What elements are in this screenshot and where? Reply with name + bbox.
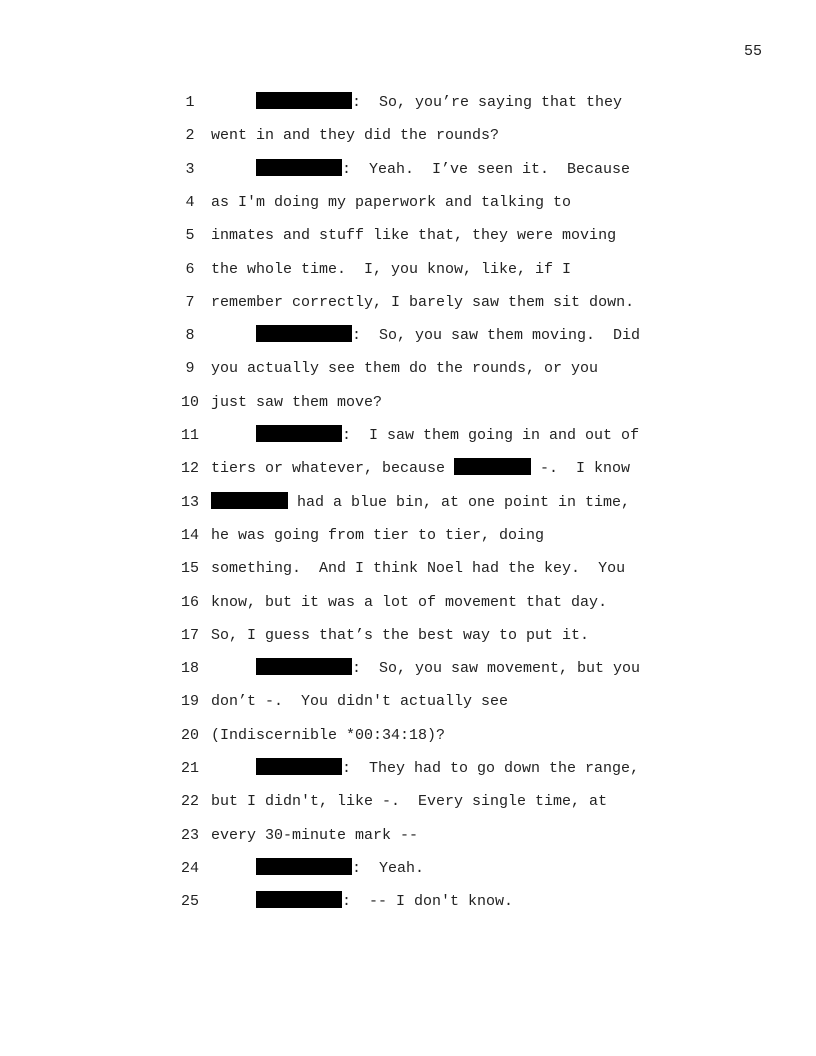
line-text-segment: don’t -. You didn't actually see <box>211 693 509 711</box>
transcript-line <box>0 591 816 615</box>
line-text <box>211 291 634 315</box>
line-number: 10 <box>180 393 199 411</box>
redaction-block <box>256 658 352 675</box>
line-text-segment: tiers or whatever, because <box>211 460 455 478</box>
line-text <box>211 357 598 381</box>
transcript-line <box>0 457 816 481</box>
line-number: 21 <box>180 760 199 777</box>
line-number: 3 <box>185 160 195 178</box>
redaction-block <box>256 758 342 775</box>
line-number: 2 <box>185 127 195 145</box>
line-number: 7 <box>185 293 195 311</box>
redaction-block <box>211 492 288 509</box>
transcript-line <box>0 291 816 315</box>
line-number: 8 <box>185 327 195 345</box>
line-text <box>211 624 589 648</box>
line-text-segment: know, but it was a lot of movement that day. <box>211 593 608 611</box>
line-text <box>211 191 571 215</box>
line-number: 6 <box>185 260 195 278</box>
line-text-segment: inmates and stuff like that, they were moving <box>211 227 617 245</box>
line-text-segment: remember correctly, I barely saw them sit down. <box>211 293 635 311</box>
line-text-segment: -. I know <box>531 460 631 478</box>
line-text <box>211 91 622 115</box>
transcript-line <box>0 890 816 914</box>
line-text <box>211 857 424 881</box>
line-number: 4 <box>185 193 195 211</box>
line-text-segment: : So, you saw them moving. Did <box>352 327 641 345</box>
line-text-segment: : Yeah. I’ve seen it. Because <box>342 160 631 178</box>
line-text-segment: the whole time. I, you know, like, if I <box>211 260 572 278</box>
transcript-line <box>0 524 816 548</box>
transcript-line <box>0 158 816 182</box>
line-text-segment: So, I guess that’s the best way to put it. <box>211 626 590 644</box>
line-text <box>211 657 640 681</box>
transcript-line <box>0 91 816 115</box>
transcript-line <box>0 491 816 515</box>
line-text-segment: had a blue bin, at one point in time, <box>288 493 631 511</box>
line-number: 19 <box>180 693 199 711</box>
line-number: 11 <box>180 427 199 444</box>
line-text-segment: just saw them move? <box>211 393 383 411</box>
indent <box>211 860 256 877</box>
redaction-block <box>256 159 342 176</box>
transcript-line <box>0 557 816 581</box>
indent <box>211 327 256 344</box>
line-text <box>211 158 630 182</box>
line-text <box>211 324 640 348</box>
line-text-segment: as I'm doing my paperwork and talking to <box>211 193 572 211</box>
line-text <box>211 890 513 914</box>
transcript-line <box>0 690 816 714</box>
line-number: 18 <box>180 660 199 678</box>
transcript-line <box>0 657 816 681</box>
transcript-line <box>0 357 816 381</box>
transcript-line <box>0 624 816 648</box>
line-number: 25 <box>180 893 199 911</box>
line-number: 20 <box>180 726 199 744</box>
indent <box>211 760 256 777</box>
line-text-segment: : So, you saw movement, but you <box>352 660 641 678</box>
line-number: 22 <box>180 793 199 811</box>
indent <box>211 161 256 178</box>
line-number: 17 <box>180 626 199 644</box>
line-number: 9 <box>185 360 195 378</box>
line-text <box>211 557 625 581</box>
line-text-segment: : They had to go down the range, <box>342 760 640 777</box>
line-text-segment: something. And I think Noel had the key. You <box>211 560 626 578</box>
line-text <box>211 424 639 448</box>
redaction-block <box>256 891 342 908</box>
line-text-segment: went in and they did the rounds? <box>211 127 500 145</box>
indent <box>211 660 256 677</box>
line-number: 12 <box>180 460 199 478</box>
line-text-segment: (Indiscernible *00:34:18)? <box>211 726 446 744</box>
line-number: 5 <box>185 227 195 245</box>
line-text <box>211 757 639 781</box>
transcript-line <box>0 224 816 248</box>
redaction-block <box>256 425 342 442</box>
redaction-block <box>256 325 352 342</box>
transcript-line <box>0 391 816 415</box>
redaction-block <box>256 858 352 875</box>
line-text <box>211 491 630 515</box>
transcript-line <box>0 258 816 282</box>
transcript-line <box>0 324 816 348</box>
line-text <box>211 824 418 848</box>
line-number: 1 <box>185 94 195 111</box>
page-number: 55 <box>744 43 763 60</box>
indent <box>211 893 256 910</box>
transcript-line <box>0 757 816 781</box>
indent <box>211 427 256 444</box>
transcript-line <box>0 857 816 881</box>
line-text <box>211 457 630 481</box>
line-number: 16 <box>180 593 199 611</box>
line-text-segment: you actually see them do the rounds, or you <box>211 360 599 378</box>
transcript-line <box>0 824 816 848</box>
transcript-line <box>0 724 816 748</box>
line-text-segment: : Yeah. <box>352 859 425 877</box>
line-text <box>211 258 571 282</box>
line-text-segment: but I didn't, like -. Every single time, at <box>211 793 608 811</box>
line-text <box>211 790 607 814</box>
line-text-segment: he was going from tier to tier, doing <box>211 526 545 544</box>
redaction-block <box>256 92 352 109</box>
transcript-line <box>0 424 816 448</box>
line-text <box>211 724 445 748</box>
line-text <box>211 391 382 415</box>
line-text <box>211 224 616 248</box>
line-text <box>211 591 607 615</box>
line-text <box>211 124 499 148</box>
line-text <box>211 524 544 548</box>
indent <box>211 94 256 111</box>
transcript-line <box>0 790 816 814</box>
line-number: 14 <box>180 526 199 544</box>
line-number: 23 <box>180 826 199 844</box>
line-text-segment: : -- I don't know. <box>342 893 514 911</box>
line-text <box>211 690 508 714</box>
redaction-block <box>454 458 531 475</box>
line-text-segment: every 30-minute mark -- <box>211 826 419 844</box>
line-number: 15 <box>180 560 199 578</box>
transcript-line <box>0 124 816 148</box>
transcript-line <box>0 191 816 215</box>
line-number: 13 <box>180 493 199 511</box>
line-number: 24 <box>180 859 199 877</box>
line-text-segment: : So, you’re saying that they <box>352 94 623 111</box>
line-text-segment: : I saw them going in and out of <box>342 427 640 444</box>
